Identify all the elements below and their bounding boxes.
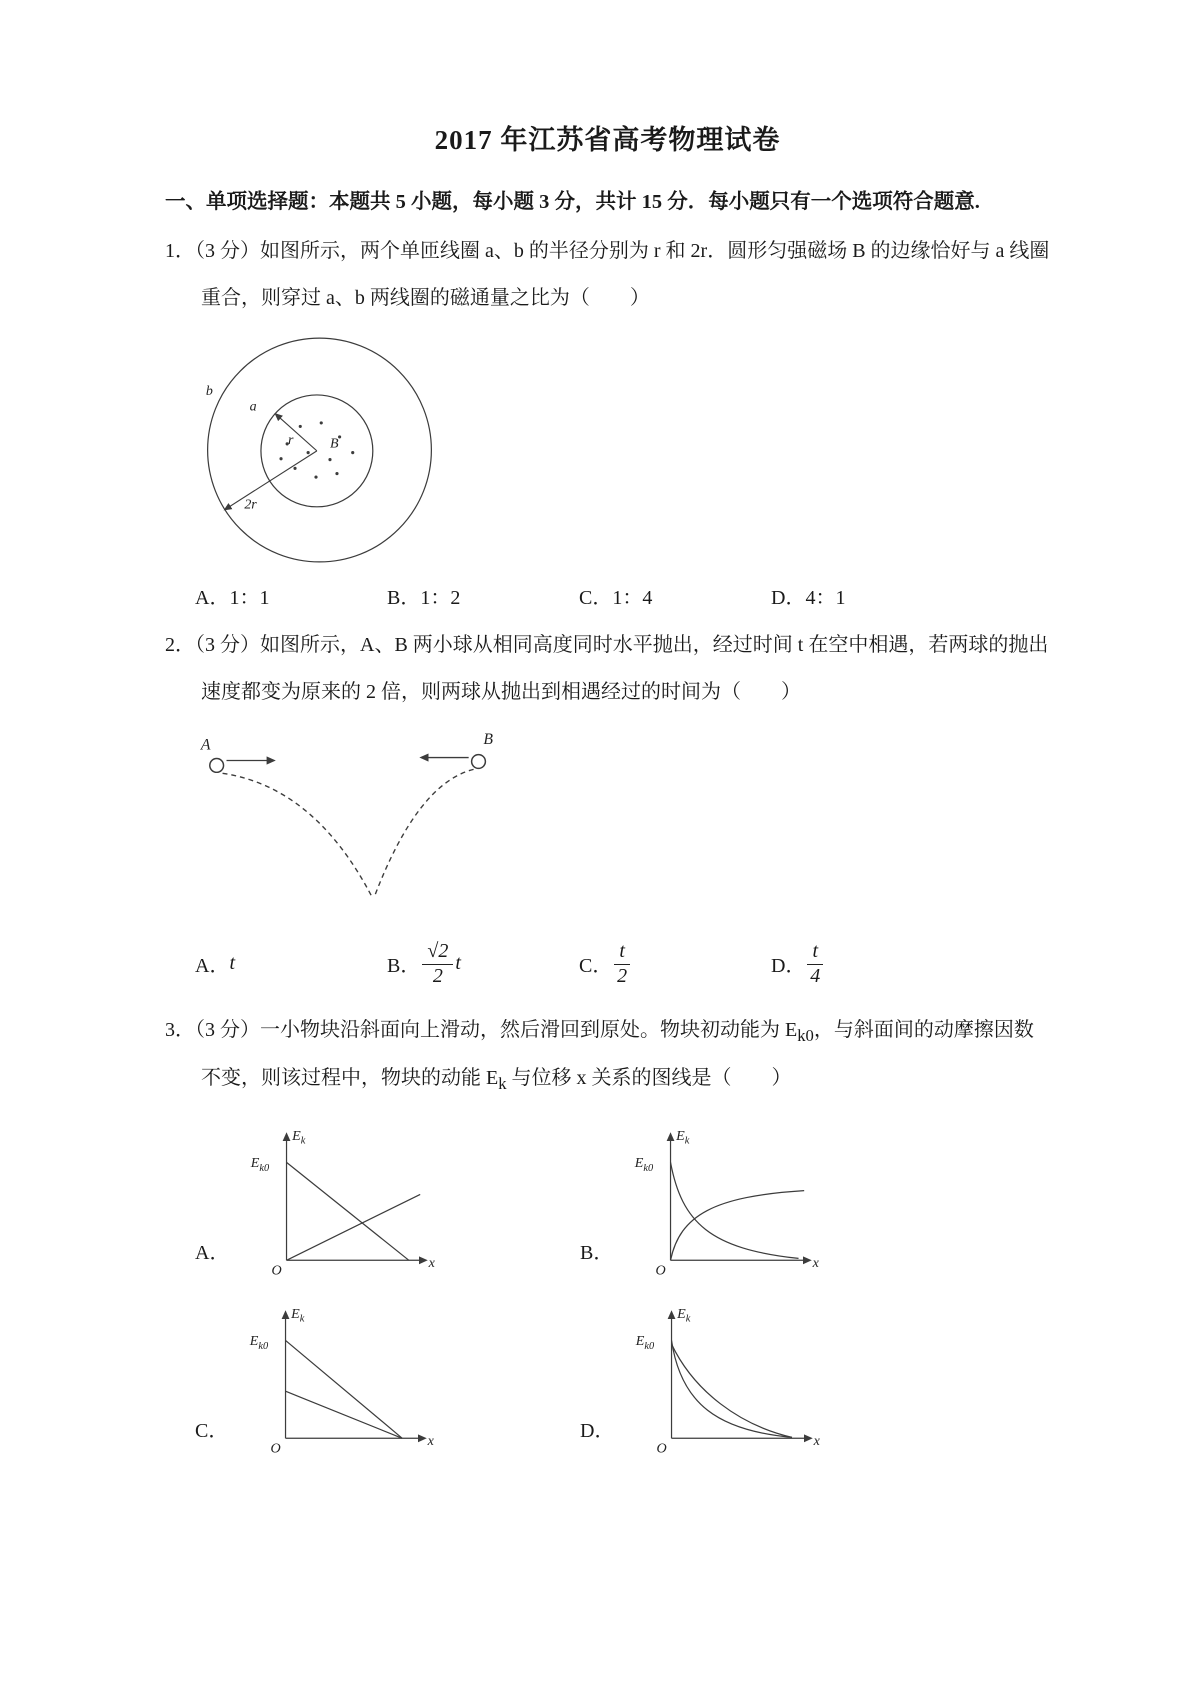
question-1-options	[195, 581, 1050, 610]
label-x: x	[427, 1433, 435, 1450]
decay-curve	[671, 1163, 799, 1259]
q1-option-c	[579, 581, 771, 610]
option-value: 4：1	[805, 586, 846, 609]
option-value: 1：4	[612, 586, 653, 609]
label-x: x	[429, 1255, 436, 1272]
graph-letter-d: D．	[580, 1420, 615, 1443]
radius-2r-arrow	[225, 451, 317, 513]
label-ek: $E_k$	[292, 1128, 306, 1147]
q3-text-part: ，与斜面间的动摩擦因数不变，则该过程中，物块的动能 E	[201, 1018, 1034, 1090]
label-x: x	[814, 1433, 821, 1450]
field-dots	[279, 421, 354, 478]
q1-option-d	[771, 581, 845, 610]
q2-option-b	[387, 933, 579, 995]
trajectory-a	[223, 773, 373, 897]
fraction-denominator: 2	[617, 964, 628, 987]
q1-option-b	[387, 581, 579, 610]
section-header: 一、单项选择题：本题共 5 小题，每小题 3 分，共计 15 分．每小题只有一个选项符合题意.	[165, 191, 980, 213]
label-ek0: $E_{k0}$	[636, 1333, 655, 1353]
label-b: b	[205, 383, 213, 399]
graph-letter-a: A．	[195, 1242, 230, 1265]
lower-line	[286, 1391, 403, 1438]
question-2-text: 2．（3 分）如图所示，A、B 两小球从相同高度同时水平抛出，经过时间 t 在空中相遇，若两球的抛出速度都变为原来的 2 倍，则两球从抛出到相遇经过的时间为（ ）	[165, 633, 1049, 703]
q3-graph-b	[627, 1121, 827, 1281]
rising-curve	[671, 1191, 805, 1261]
graph-letter-b: B．	[580, 1242, 614, 1265]
label-ek0: $E_{k0}$	[635, 1155, 654, 1175]
option-letter: C．	[579, 955, 613, 978]
label-ball-b: B	[483, 730, 494, 748]
fraction	[807, 940, 823, 988]
outer-coil-b	[205, 338, 432, 562]
coil-diagram	[197, 332, 442, 568]
question-3	[165, 1007, 1050, 1459]
label-ek: $E_k$	[677, 1306, 691, 1325]
fraction-denominator: 2	[432, 964, 443, 987]
ascending-line	[287, 1195, 421, 1261]
inner-decay-curve	[672, 1341, 792, 1438]
projectile-diagram	[195, 728, 510, 920]
q2-option-c	[579, 933, 771, 995]
label-origin: O	[655, 1262, 667, 1279]
option-value: 1：2	[420, 586, 461, 609]
subscript-k: k	[498, 1074, 507, 1094]
q3-graph-d-cell	[580, 1299, 965, 1459]
option-letter: D．	[771, 955, 806, 978]
fraction-suffix: t	[455, 952, 461, 975]
q3-graph-c	[242, 1299, 442, 1459]
ball-a	[210, 758, 224, 772]
q1-option-a	[195, 581, 387, 610]
label-origin: O	[656, 1440, 668, 1457]
question-2-options	[195, 933, 1050, 995]
page-title: 2017 年江苏省高考物理试卷	[434, 125, 781, 155]
option-letter: A．	[195, 586, 230, 609]
q3-graph-a	[243, 1121, 443, 1281]
option-letter: C．	[579, 586, 613, 609]
radius-r-arrow	[276, 414, 317, 451]
q2-option-a	[195, 933, 387, 995]
label-ek0: $E_{k0}$	[250, 1333, 269, 1353]
question-2-figure	[195, 728, 1050, 925]
label-ek0: $E_{k0}$	[251, 1155, 270, 1175]
q3-graph-row-2	[195, 1299, 1050, 1459]
label-2r: 2r	[244, 497, 257, 513]
q3-graph-d	[628, 1299, 828, 1459]
label-origin: O	[271, 1262, 283, 1279]
subscript-k0: k0	[797, 1025, 814, 1045]
option-letter: B．	[387, 586, 421, 609]
trajectory-b	[374, 769, 473, 897]
q3-graph-c-cell	[195, 1299, 580, 1459]
label-origin: O	[270, 1440, 282, 1457]
option-value: t	[229, 952, 236, 975]
option-letter: B．	[387, 955, 421, 978]
q3-text-part: 3．（3 分）一小物块沿斜面向上滑动，然后滑回到原处。物块初动能为 E	[165, 1018, 798, 1041]
question-1	[165, 228, 1050, 610]
fraction-numerator: t	[807, 940, 823, 965]
q3-graph-row-1	[195, 1121, 1050, 1281]
graph-letter-c: C．	[195, 1420, 229, 1443]
q3-graph-a-cell	[195, 1121, 580, 1281]
label-r: r	[288, 432, 294, 448]
question-1-text: 1．（3 分）如图所示，两个单匝线圈 a、b 的半径分别为 r 和 2r．圆形匀强磁场 B 的边缘恰好与 a 线圈重合，则穿过 a、b 两线圈的磁通量之比为（ ）	[165, 239, 1050, 309]
question-1-figure	[197, 332, 1050, 573]
label-x: x	[812, 1255, 820, 1272]
upper-line	[286, 1341, 403, 1439]
option-letter: D．	[771, 586, 806, 609]
label-a: a	[249, 399, 257, 415]
label-ek: $E_k$	[291, 1306, 305, 1325]
fraction-numerator: √2	[422, 940, 453, 965]
option-value: 1：1	[229, 586, 270, 609]
q2-option-d	[771, 933, 825, 995]
q3-text-part: 与位移 x 关系的图线是（ ）	[506, 1067, 792, 1090]
question-2	[165, 622, 1050, 995]
question-3-text	[165, 1007, 1050, 1103]
descending-line	[287, 1163, 409, 1261]
fraction	[422, 940, 453, 988]
label-ball-a: A	[200, 736, 211, 754]
q3-graph-b-cell	[580, 1121, 965, 1281]
fraction-denominator: 4	[810, 964, 821, 987]
option-letter: A．	[195, 955, 230, 978]
ball-b	[472, 754, 486, 768]
label-ek: $E_k$	[676, 1128, 690, 1147]
fraction-numerator: t	[614, 940, 630, 965]
label-field-b: B	[329, 436, 339, 452]
fraction	[614, 940, 630, 988]
